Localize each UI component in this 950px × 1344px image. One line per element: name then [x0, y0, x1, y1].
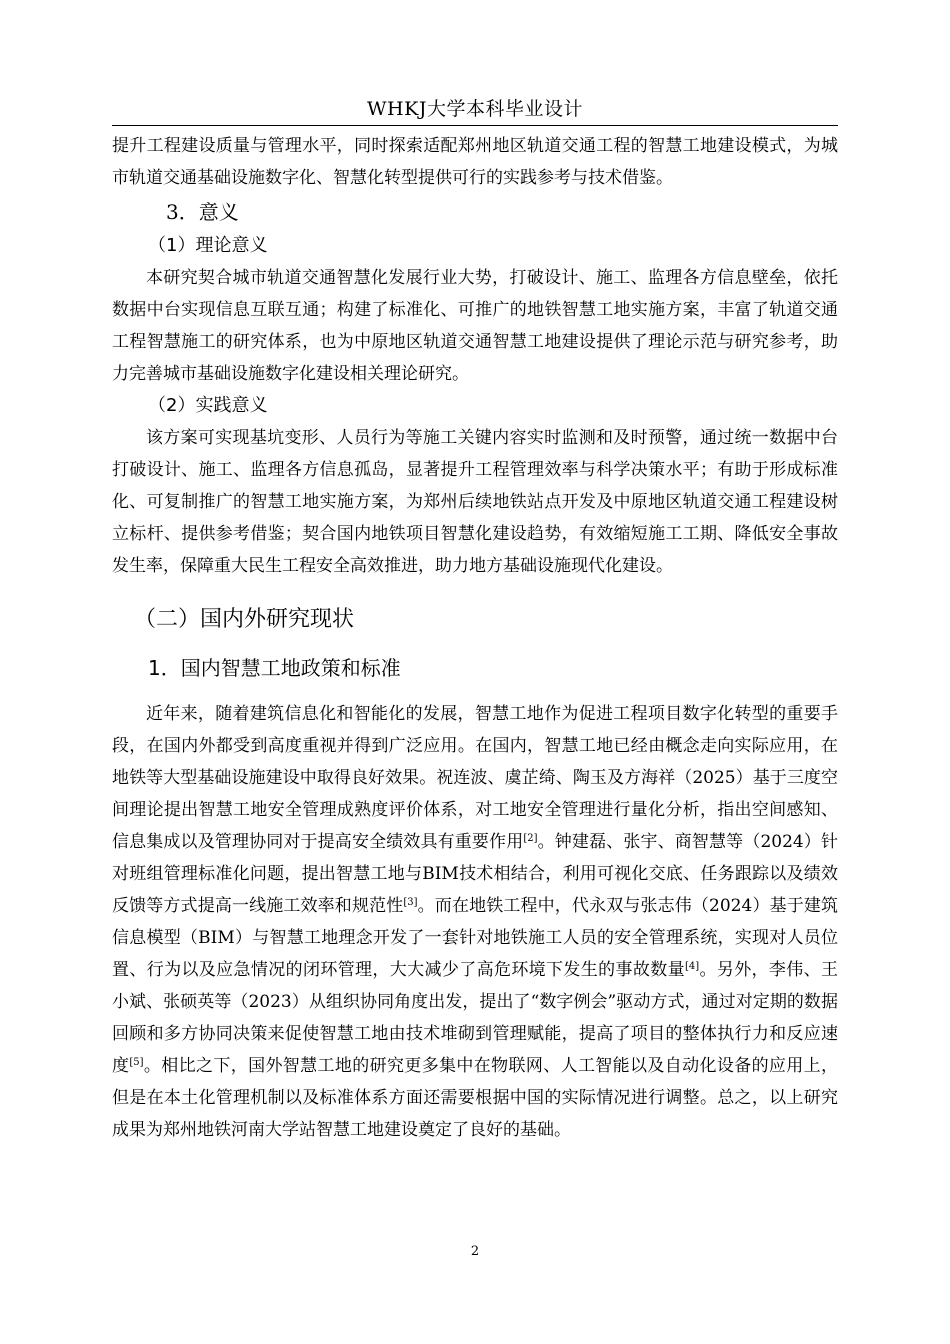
text-segment: 。钟建磊、张宇、商智慧等（2024）针对班组管理标准化问题，提出智慧工地与BIM技术相结合，利用可视化交底、任务跟踪以及绩效反馈等方式提高一线施工效率和规范性 — [112, 832, 839, 916]
research-paragraph — [112, 698, 838, 1146]
practice-heading: （2）实践意义 — [148, 395, 268, 416]
text-segment: 。相比之下，国外智慧工地的研究更多集中在物联网、人工智能以及自动化设备的应用上，但是在本土化管理机制以及标准体系方面还需要根据中国的实际情况进行调整。总之，以上研究成果为郑州地铁河南大学站智慧工地建设奠定了良好的基础。 — [112, 1056, 839, 1140]
citation: [2] — [523, 833, 538, 844]
text-segment: 。另外，李伟、王小斌、张硕英等（2023）从组织协同角度出发，提出了“数字例会”驱动方式，通过对定期的数据回顾和多方协同决策来促使智慧工地由技术堆砌到管理赋能，提高了项目的整体执行力和反应速度 — [112, 960, 839, 1076]
citation: [4] — [684, 961, 700, 972]
text-segment: 近年来，随着建筑信息化和智能化的发展，智慧工地作为促进工程项目数字化转型的重要手段，在国内外都受到高度重视并得到广泛应用。在国内，智慧工地已经由概念走向实际应用，在地铁等大型基础设施建设中取得良好效果。祝连波、虞芷绮、陶玉及方海祥（2025）基于三度空间理论提出智慧工地安全管理成熟度评价体系，对工地安全管理进行量化分析，指出空间感知、信息集成以及管理协同对于提高安全绩效具有重要作用 — [112, 704, 838, 852]
citation: [3] — [403, 897, 418, 908]
text-segment: 。而在地铁工程中，代永双与张志伟（2024）基于建筑信息模型（BIM）与智慧工地理念开发了一套针对地铁施工人员的安全管理系统，实现对人员位置、行为以及应急情况的闭环管理，大大减少了高危环境下发生的事故数量 — [112, 896, 839, 980]
theory-paragraph: 本研究契合城市轨道交通智慧化发展行业大势，打破设计、施工、监理各方信息壁垒，依托数据中台实现信息互联互通；构建了标准化、可推广的地铁智慧工地实施方案，丰富了轨道交通工程智慧施工的研究体系，也为中原地区轨道交通智慧工地建设提供了理论示范与研究参考，助力完善城市基础设施数字化建设相关理论研究。 — [112, 268, 838, 384]
subsection-1-heading: 1．国内智慧工地政策和标准 — [148, 656, 401, 680]
header-rule — [112, 125, 838, 126]
section-3-heading: 3．意义 — [166, 200, 239, 224]
theory-heading: （1）理论意义 — [148, 235, 268, 256]
page-number: 2 — [470, 1244, 480, 1259]
citation: [5] — [129, 1057, 144, 1068]
section-two-heading: （二）国内外研究现状 — [134, 607, 355, 632]
page-content — [112, 130, 838, 1146]
practice-paragraph: 该方案可实现基坑变形、人员行为等施工关键内容实时监测和及时预警，通过统一数据中台打破设计、施工、监理各方信息孤岛，显著提升工程管理效率与科学决策水平；有助于形成标准化、可复制推广的智慧工地实施方案，为郑州后续地铁站点开发及中原地区轨道交通工程建设树立标杆、提供参考借鉴；契合国内地铁项目智慧化建设趋势，有效缩短施工工期、降低安全事故发生率，保障重大民生工程安全高效推进，助力地方基础设施现代化建设。 — [112, 428, 838, 576]
page-header-title: WHKJ大学本科毕业设计 — [367, 98, 583, 120]
continuation-paragraph: 提升工程建设质量与管理水平，同时探索适配郑州地区轨道交通工程的智慧工地建设模式，为城市轨道交通基础设施数字化、智慧化转型提供可行的实践参考与技术借鉴。 — [112, 136, 838, 188]
